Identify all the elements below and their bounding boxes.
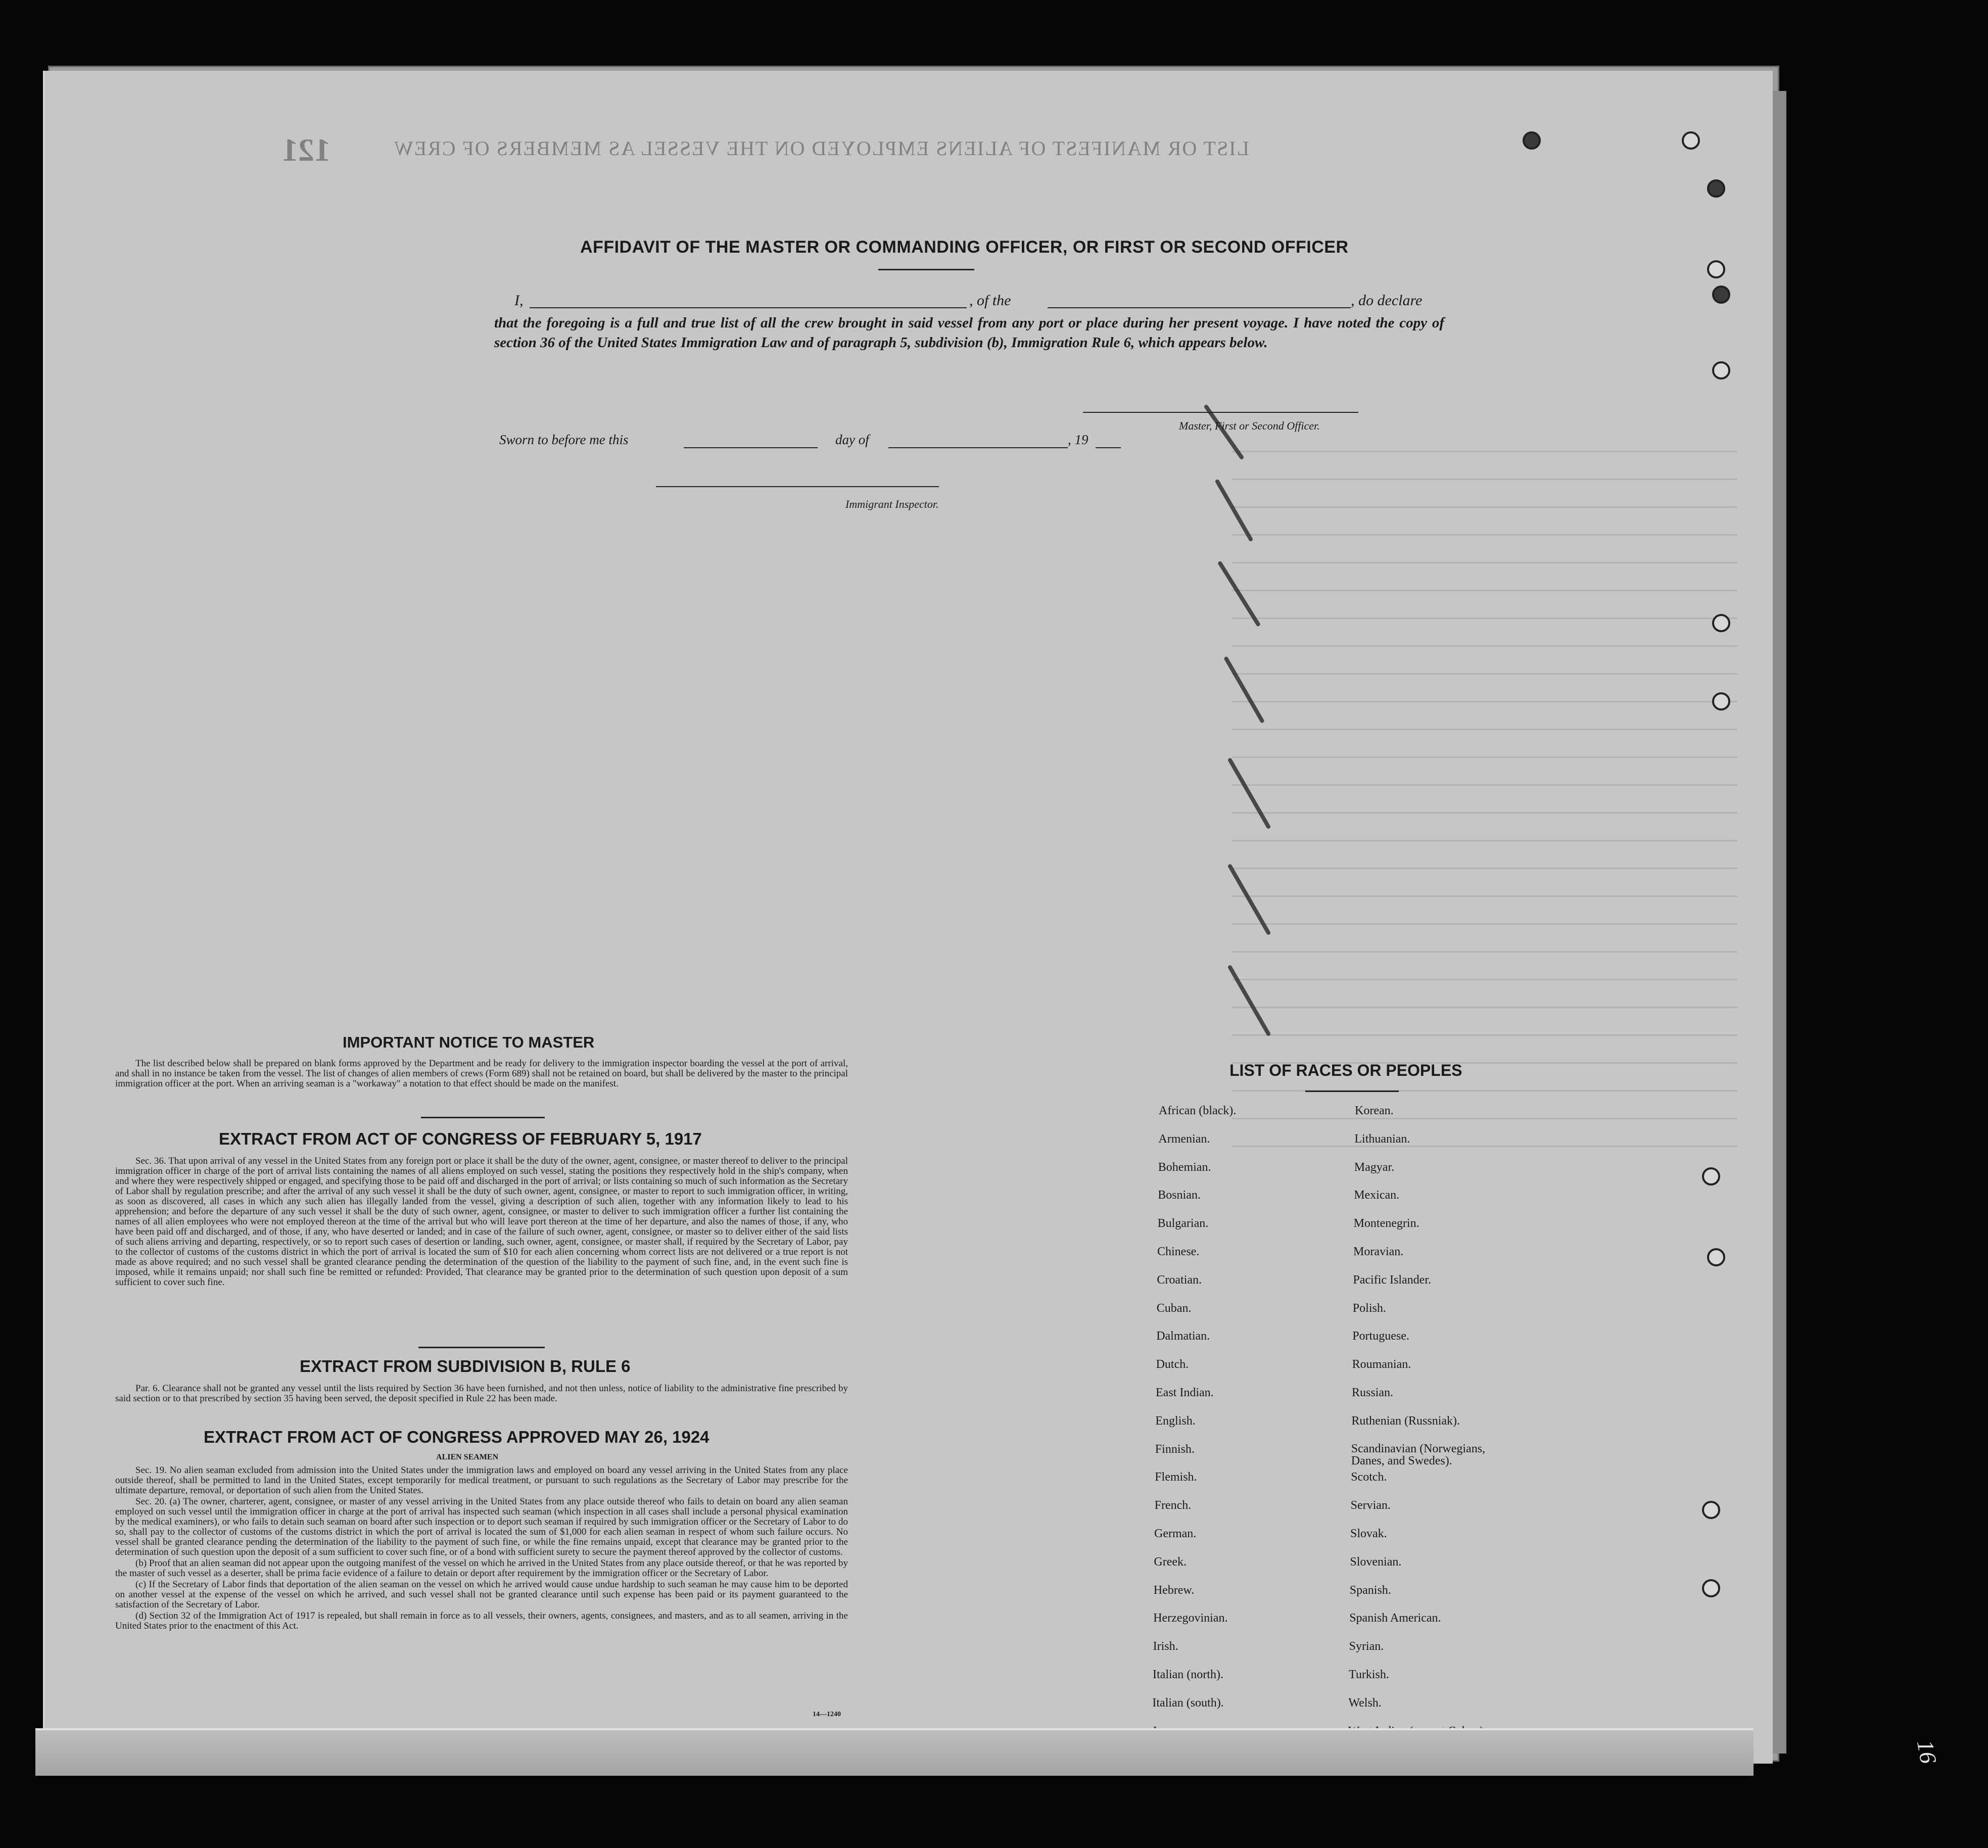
race-item: Italian (south). [1152,1696,1224,1710]
race-item: Bosnian. [1158,1189,1201,1202]
race-item: Russian. [1352,1386,1394,1399]
blank-line-month [888,447,1068,448]
race-item: Polish. [1352,1301,1386,1315]
blank-line-year [1096,447,1121,448]
bleed-through-rows [1232,424,1737,1157]
subdivision-b-paragraph: Par. 6. Clearance shall not be granted any vessel until the lists required by Section 36 have been furnished, and not then unless, notice of liability to the administrative fine prescribed by said section or to that prescribed by section 35 having been served, the deposit specified in Rule 22 has been made. [115,1383,848,1404]
race-item: Korean. [1355,1104,1394,1117]
extract-1924-paragraph: Sec. 19. No alien seaman excluded from admission into the United States under the immigration laws and employed on board any vessel arriving in the United States from any place outside thereof, shall be permitted to land in the United States, except temporarily for medical treatment, or pursuant to such regulations as the Secretary of Labor may prescribe for the ultimate departure, removal, or deportation of such alien from the United States. [115,1465,848,1496]
punch-hole [1523,131,1541,150]
race-item: Dalmatian. [1156,1330,1210,1343]
race-item: Moravian. [1353,1245,1404,1258]
race-item: Slovak. [1350,1527,1387,1540]
race-item: Finnish. [1155,1442,1195,1456]
document-page [43,71,1773,1764]
blank-line-name [530,307,967,308]
inspector-label: Immigrant Inspector. [845,498,939,510]
race-item: Croatian. [1157,1273,1202,1287]
race-item: French. [1154,1499,1192,1512]
race-item: Armenian. [1158,1132,1210,1146]
punch-hole [1702,1501,1720,1519]
race-item: Dutch. [1156,1358,1189,1371]
race-item: Cuban. [1156,1301,1192,1315]
race-item: Lithuanian. [1354,1132,1410,1146]
race-item: German. [1154,1527,1197,1540]
extract-1924-title: EXTRACT FROM ACT OF CONGRESS APPROVED MAY 26, 1924 [204,1428,709,1446]
notice-title: IMPORTANT NOTICE TO MASTER [343,1033,595,1051]
bleed-through-number: 121 [282,132,330,168]
races-title: LIST OF RACES OR PEOPLES [1229,1061,1462,1079]
divider [418,1347,545,1348]
alien-seamen-subtitle: ALIEN SEAMEN [436,1453,499,1461]
race-item: Pacific Islander. [1353,1273,1431,1287]
affidavit-title: AFFIDAVIT OF THE MASTER OR COMMANDING OFFICER, OR FIRST OR SECOND OFFICER [580,238,1349,257]
divider [878,269,974,270]
sworn-prefix: Sworn to before me this [499,432,629,447]
race-item: Portuguese. [1352,1330,1409,1343]
race-item: English. [1155,1414,1196,1428]
race-item: Syrian. [1349,1640,1384,1653]
sheet-bottom-edge [35,1728,1754,1776]
race-item: Servian. [1350,1499,1391,1512]
inspector-line [656,486,939,487]
extract-1924-text [115,1465,848,1632]
race-item: Flemish. [1155,1471,1197,1484]
race-item: Scotch. [1351,1471,1387,1484]
blank-line-date [684,447,818,448]
form-number: 14—1240 [813,1711,841,1718]
race-item: Herzegovinian. [1153,1612,1228,1625]
affidavit-do-declare: , do declare [1351,292,1423,309]
signature-label: Master, First or Second Officer. [1179,419,1320,432]
punch-hole [1712,286,1730,304]
punch-hole [1712,614,1730,632]
race-item: Montenegrin. [1353,1217,1419,1230]
race-item: Italian (north). [1153,1668,1223,1681]
bleed-through-heading: LIST OR MANIFEST OF ALIENS EMPLOYED ON THE VESSEL AS MEMBERS OF CREW [393,137,1249,160]
blank-line-vessel [1048,307,1351,308]
race-item: Mexican. [1354,1189,1400,1202]
race-item: Spanish. [1349,1583,1391,1597]
signature-line [1083,412,1358,413]
race-item: Greek. [1154,1555,1187,1569]
notice-paragraph: The list described below shall be prepared on blank forms approved by the Department and be ready for delivery to the immigration inspector boarding the vessel at the port of arrival, and shall in no instance be taken from the vessel. The list of changes of alien members of crews (Form 689) shall not be retained on board, but shall be delivered by the master to the principal immigration officer at the port. When an arriving seaman is a "workaway" a notation to that effect should be made on the manifest. [115,1058,848,1089]
extract-1917-paragraph: Sec. 36. That upon arrival of any vessel in the United States from any foreign port or place it shall be the duty of the owner, agent, consignee, or master thereof to deliver to the principal immigration officer in charge of the port of arrival lists containing the names of all aliens employed on such vessel, stating the positions they respectively hold in the ship's company, when and where they were respectively shipped or engaged, and specifying those to be paid off and discharged in the port of arrival; or lists containing so much of such information as the Secretary of Labor shall by regulation prescribe; and after the arrival of any such vessel it shall be the duty of such owner, agent, consignee, or master to report to such immigration officer, in writing, as soon as discovered, all cases in which any such alien has illegally landed from the vessel, giving a description of such alien, together with any information likely to lead to his apprehension; and before the departure of any such vessel it shall be the duty of such owner, agent, consignee, or master to deliver to such immigration officer a further list containing the names of all alien employees who were not employed thereon at the time of the arrival but who will leave port thereon at the time of her departure, and also the names of those, if any, who have been paid off and discharged, and of those, if any, who have deserted or landed; and in case of the failure of such owner, agent, consignee, or master so to deliver either of the said lists of such aliens arriving and departing, respectively, or so to report such cases of desertion or landing, such owner, agent, consignee, or master shall, if required by the Secretary of Labor, pay to the collector of customs of the customs district in which the port of arrival is located the sum of $10 for each alien concerning whom correct lists are not delivered or a true report is not made as above required; and no such vessel shall be granted clearance pending the determination of the question of the liability to the payment of such fine, and, in the event such fine is imposed, while it remains unpaid; nor shall such fine be remitted or refunded: Provided, That clearance may be granted prior to the determination of such question upon deposit of a sum sufficient to cover such fine. [115,1156,848,1288]
race-item: Scandinavian (Norwegians, Danes, and Swedes). [1351,1442,1486,1467]
subdivision-b-title: EXTRACT FROM SUBDIVISION B, RULE 6 [300,1357,631,1376]
extract-1924-paragraph: (b) Proof that an alien seaman did not appear upon the outgoing manifest of the vessel on which he arrived in the United States from any place outside thereof, or that he was reported by the master of such vessel as a deserter, shall be prima facie evidence of a failure to detain or deport after requirement by the immigration officer or the Secretary of Labor. [115,1558,848,1579]
affidavit-paragraph: that the foregoing is a full and true list of all the crew brought in said vessel from any port or place during her present voyage. I have noted the copy of section 36 of the United States Immigration Law and of paragraph 5, subdivision (b), Immigration Rule 6, which appears below. [494,315,1444,351]
divider [421,1117,545,1118]
notice-text [115,1059,848,1090]
sworn-year: , 19 [1068,432,1088,447]
race-item: Slovenian. [1350,1555,1402,1569]
race-item: African (black). [1159,1104,1237,1117]
punch-hole [1712,692,1730,710]
race-item: East Indian. [1156,1386,1214,1399]
punch-hole [1707,1248,1725,1266]
extract-1924-paragraph: (c) If the Secretary of Labor finds that deportation of the alien seaman on the vessel on which he arrived would cause undue hardship to such seaman he may cause him to be deported on another vessel at the expense of the vessel on which he arrived, and such vessel shall not be granted clearance until such expense has been paid or its payment guaranteed to the satisfaction of the Secretary of Labor. [115,1579,848,1610]
race-item: Turkish. [1349,1668,1389,1681]
punch-hole [1702,1579,1720,1597]
punch-hole [1712,361,1730,380]
handwritten-page-number: 16 [1912,1738,1942,1766]
race-item: Ruthenian (Russniak). [1351,1414,1460,1428]
race-item: Bohemian. [1158,1160,1211,1174]
divider [1305,1091,1399,1092]
race-item: Hebrew. [1153,1583,1195,1597]
race-item: Magyar. [1354,1160,1395,1174]
race-item: Spanish American. [1349,1612,1441,1625]
extract-1924-paragraph: Sec. 20. (a) The owner, charterer, agent, consignee, or master of any vessel arriving in the United States from any place outside thereof who fails to detain on board any alien seaman employed on such vessel until the immigration officer in charge at the port of arrival has inspected such seaman (which inspection in all cases shall include a personal physical examination by the medical examiners), or who fails to detain such seaman on board after such inspection or to deport such seaman if required by such immigration officer or the Secretary of Labor to do so, shall pay to the collector of customs of the customs district in which the port of arrival is located the sum of $1,000 for each alien seaman in respect of whom such failure occurs. No vessel shall be granted clearance pending the determination of the liability to the payment of such fine, or while the fine remains unpaid, except that clearance may be granted prior to the determination of such question upon the deposit of a sum sufficient to cover such fine, or of a bond with sufficient surety to secure the payment thereof approved by the collector of customs. [115,1496,848,1557]
race-item: Chinese. [1157,1245,1200,1258]
affidavit-i: I, [514,292,524,309]
punch-hole [1707,179,1725,198]
race-item: Roumanian. [1352,1358,1411,1371]
race-item: Welsh. [1348,1696,1382,1710]
subdivision-b-text [115,1384,848,1405]
extract-1917-title: EXTRACT FROM ACT OF CONGRESS OF FEBRUARY 5, 1917 [219,1129,702,1148]
extract-1917-text [115,1156,848,1289]
punch-hole [1707,260,1725,278]
affidavit-of-the: , of the [969,292,1011,309]
race-item: Irish. [1153,1640,1178,1653]
extract-1924-paragraph: (d) Section 32 of the Immigration Act of 1917 is repealed, but shall remain in force as to all vessels, their owners, agents, consignees, and masters, and as to all seamen, arriving in the United States prior to the enactment of this Act. [115,1610,848,1631]
race-item: Bulgarian. [1157,1217,1209,1230]
sworn-day-of: day of [835,432,869,447]
punch-hole [1682,131,1700,150]
punch-hole [1702,1167,1720,1186]
